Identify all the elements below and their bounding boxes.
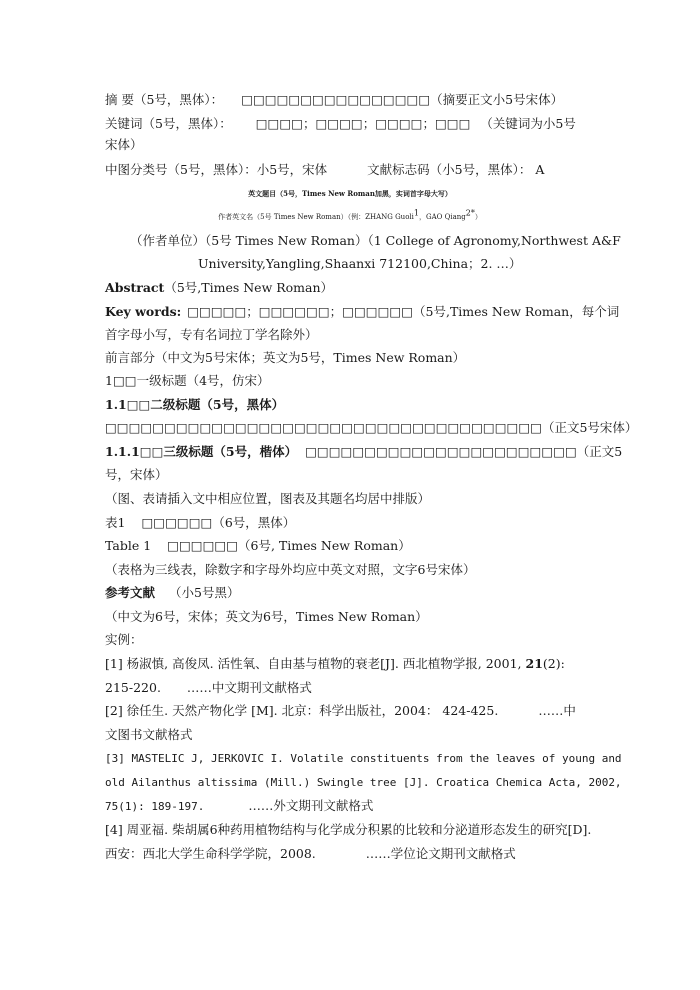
reference-3-line-1: [3] MASTELIC J, JERKOVIC I. Volatile constituents from the leaves of young and — [105, 752, 622, 765]
author-sup-1: 1 — [413, 208, 419, 218]
reference-4-line-2 — [105, 846, 516, 862]
heading-level-3: 1.1.1□□三级标题（5号，楷体） — [105, 444, 298, 459]
abstract-zh-note: （摘要正文小5号宋体） — [430, 92, 564, 107]
keywords-zh-note: （关键词为小5号 — [480, 116, 576, 131]
abstract-zh-label: 摘 要（5号，黑体）： — [105, 92, 224, 107]
reference-2-tag: ……中 — [538, 703, 576, 718]
abstract-zh-boxes: □□□□□□□□□□□□□□□□ — [241, 92, 431, 107]
keywords-en-note-cont: 首字母小写，专有名词拉丁学名除外） — [105, 327, 318, 342]
authors-en-suffix: ） — [474, 213, 482, 221]
reference-4-tag: ……学位论文期刊文献格式 — [365, 846, 516, 861]
keywords-zh-label: 关键词（5号，黑体）： — [105, 116, 232, 131]
references-format-note: （中文为6号，宋体；英文为6号，Times New Roman） — [105, 609, 428, 624]
reference-1-text: [1] 杨淑慎, 高俊凤. 活性氧、自由基与植物的衰老[J]. 西北植物学报, 2001, — [105, 656, 526, 671]
heading-level-3-boxes: □□□□□□□□□□□□□□□□□□□□□□□ — [305, 444, 577, 459]
keywords-zh-line — [105, 116, 576, 132]
reference-1-tag: ……中文期刊文献格式 — [186, 680, 312, 695]
affiliation-line-1: （作者单位）（5号 Times New Roman）（1 College of Agronomy,Northwest A&F — [130, 233, 621, 248]
table-format-rule: （表格为三线表，除数字和字母外均应中英文对照，文字6号宋体） — [105, 562, 476, 577]
table-zh-note: （6号，黑体） — [212, 515, 296, 530]
heading-level-3-line — [105, 444, 622, 460]
keywords-en-label: Key words: — [105, 304, 182, 319]
authors-en-mid: ，GAO Qiang — [418, 213, 466, 221]
heading-level-1: 1□□一级标题（4号，仿宋） — [105, 373, 270, 388]
body-text-line: □□□□□□□□□□□□□□□□□□□□□□□□□□□□□□□□□□□□□（正文5号宋体） — [105, 420, 638, 435]
abstract-en-line — [105, 280, 333, 296]
references-heading-note: （小5号黑） — [169, 585, 240, 600]
abstract-zh-line — [105, 92, 563, 108]
table-en-boxes: □□□□□□ — [167, 538, 239, 553]
references-example-label: 实例： — [105, 632, 143, 647]
keywords-zh-note-cont: 宋体） — [105, 137, 143, 152]
references-heading: 参考文献 — [105, 585, 156, 600]
table-caption-en — [105, 538, 411, 554]
reference-3-tag: ……外文期刊文献格式 — [248, 798, 374, 813]
reference-4-line-1: [4] 周亚福. 柴胡属6种药用植物结构与化学成分积累的比较和分泌道形态发生的研究[D]. — [105, 822, 592, 837]
keywords-zh-terms: □□□□；□□□□；□□□□；□□□ — [255, 116, 471, 131]
figure-placement-note: （图、表请插入文中相应位置，图表及其题名均居中排版） — [105, 491, 431, 506]
abstract-en-note: （5号,Times New Roman） — [164, 280, 334, 295]
reference-3-line-2: old Ailanthus altissima (Mill.) Swingle tree [J]. Croatica Chemica Acta, 2002, — [105, 776, 622, 789]
authors-en — [0, 209, 700, 225]
reference-2-line-1 — [105, 703, 576, 719]
authors-en-prefix: 作者英文名（5号 Times New Roman）（例：ZHANG Guoli — [218, 213, 414, 221]
reference-3-pages: 75(1): 189-197. — [105, 800, 205, 813]
heading-level-3-note-cont: 号，宋体） — [105, 467, 168, 482]
reference-2-text: [2] 徐任生. 天然产物化学 [M]. 北京：科学出版社，2004： 424-425. — [105, 703, 499, 718]
abstract-en-label: Abstract — [105, 280, 165, 295]
classification-line — [105, 162, 544, 178]
reference-4-source: 西安：西北大学生命科学学院，2008. — [105, 846, 316, 861]
keywords-en-line — [105, 304, 619, 320]
table-caption-zh — [105, 515, 295, 531]
clc-number: 中图分类号（5号，黑体）：小5号，宋体 — [105, 162, 328, 177]
table-en-label: Table 1 — [105, 538, 152, 553]
keywords-en-note: （5号,Times New Roman，每个词 — [413, 304, 620, 319]
affiliation-line-2: University,Yangling,Shaanxi 712100,China；2. …） — [198, 256, 522, 271]
references-heading-line — [105, 585, 239, 601]
heading-level-3-note: （正文5 — [576, 444, 623, 459]
reference-1-pages: 215-220. — [105, 680, 161, 695]
reference-3-line-3 — [105, 798, 373, 815]
intro-line: 前言部分（中文为5号宋体；英文为5号，Times New Roman） — [105, 350, 466, 365]
table-zh-boxes: □□□□□□ — [141, 515, 213, 530]
reference-1-issue: (2): — [542, 656, 565, 671]
author-sup-2: 2* — [465, 208, 475, 218]
keywords-en-terms: □□□□□；□□□□□□；□□□□□□ — [187, 304, 414, 319]
table-zh-label: 表1 — [105, 515, 126, 530]
heading-level-2: 1.1□□二级标题（5号，黑体） — [105, 397, 285, 412]
reference-1-volume: 21 — [525, 656, 543, 671]
english-title: 英文题目（5号，Times New Roman加黑，实词首字母大写） — [248, 189, 452, 198]
reference-2-line-2: 文图书文献格式 — [105, 727, 193, 742]
table-en-note: （6号, Times New Roman） — [238, 538, 411, 553]
reference-1-line-2 — [105, 680, 312, 696]
doc-code: 文献标志码（小5号，黑体）： A — [367, 162, 545, 177]
reference-1-line-1 — [105, 656, 565, 672]
